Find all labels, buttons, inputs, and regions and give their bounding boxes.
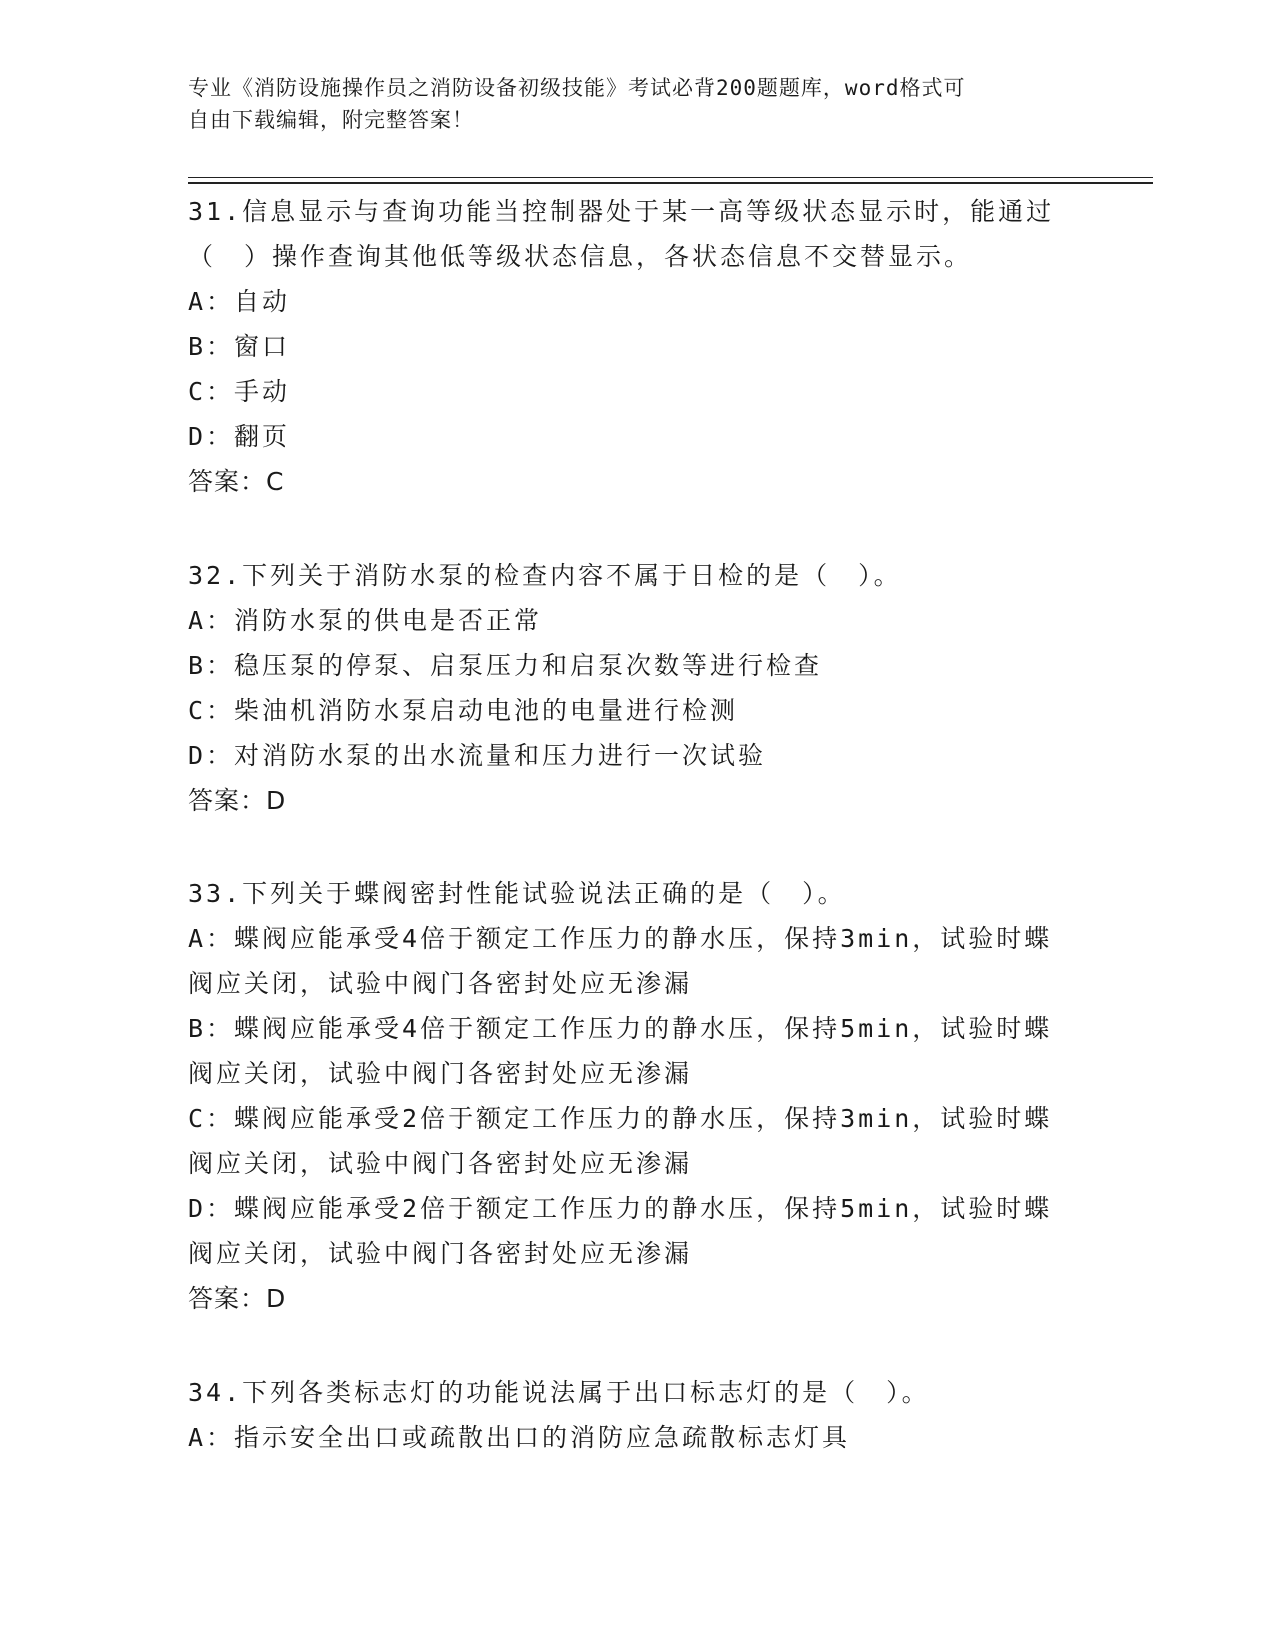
option-d: D：翻页 xyxy=(188,422,291,451)
option-d: D：对消防水泵的出水流量和压力进行一次试验 xyxy=(188,741,767,770)
question-33 xyxy=(188,871,1088,1321)
answer: 答案：D xyxy=(188,786,287,815)
question-stem: 34.下列各类标志灯的功能说法属于出口标志灯的是（ ）。 xyxy=(188,1378,930,1407)
question-31 xyxy=(188,189,1088,504)
option-a: A：自动 xyxy=(188,287,291,316)
option-a: A：指示安全出口或疏散出口的消防应急疏散标志灯具 xyxy=(188,1423,851,1452)
question-stem: （ ）操作查询其他低等级状态信息，各状态信息不交替显示。 xyxy=(188,242,973,271)
header-divider-thin xyxy=(188,177,1153,178)
option-b: B：窗口 xyxy=(188,332,291,361)
option-c: C：蝶阀应能承受2倍于额定工作压力的静水压，保持3min，试验时蝶 xyxy=(188,1104,1053,1133)
document-header xyxy=(188,72,1068,136)
option-b: B：蝶阀应能承受4倍于额定工作压力的静水压，保持5min，试验时蝶 xyxy=(188,1014,1053,1043)
question-32 xyxy=(188,553,1088,823)
header-divider-thick xyxy=(188,182,1153,184)
question-34 xyxy=(188,1370,1088,1460)
option-a: A：消防水泵的供电是否正常 xyxy=(188,606,543,635)
option-d-continued: 阀应关闭，试验中阀门各密封处应无渗漏 xyxy=(188,1239,693,1268)
answer: 答案：D xyxy=(188,1284,287,1313)
option-b: B：稳压泵的停泵、启泵压力和启泵次数等进行检查 xyxy=(188,651,823,680)
option-c: C：手动 xyxy=(188,377,291,406)
option-d: D：蝶阀应能承受2倍于额定工作压力的静水压，保持5min，试验时蝶 xyxy=(188,1194,1053,1223)
question-stem: 31.信息显示与查询功能当控制器处于某一高等级状态显示时，能通过 xyxy=(188,197,1055,226)
option-b-continued: 阀应关闭，试验中阀门各密封处应无渗漏 xyxy=(188,1059,693,1088)
question-stem: 32.下列关于消防水泵的检查内容不属于日检的是（ ）。 xyxy=(188,561,902,590)
question-stem: 33.下列关于蝶阀密封性能试验说法正确的是（ ）。 xyxy=(188,879,846,908)
header-line-2: 自由下载编辑，附完整答案！ xyxy=(188,108,474,132)
option-a-continued: 阀应关闭，试验中阀门各密封处应无渗漏 xyxy=(188,969,693,998)
option-a: A：蝶阀应能承受4倍于额定工作压力的静水压，保持3min，试验时蝶 xyxy=(188,924,1053,953)
answer: 答案：C xyxy=(188,467,285,496)
option-c: C：柴油机消防水泵启动电池的电量进行检测 xyxy=(188,696,739,725)
option-c-continued: 阀应关闭，试验中阀门各密封处应无渗漏 xyxy=(188,1149,693,1178)
header-line-1: 专业《消防设施操作员之消防设备初级技能》考试必背200题题库，word格式可 xyxy=(188,76,966,100)
